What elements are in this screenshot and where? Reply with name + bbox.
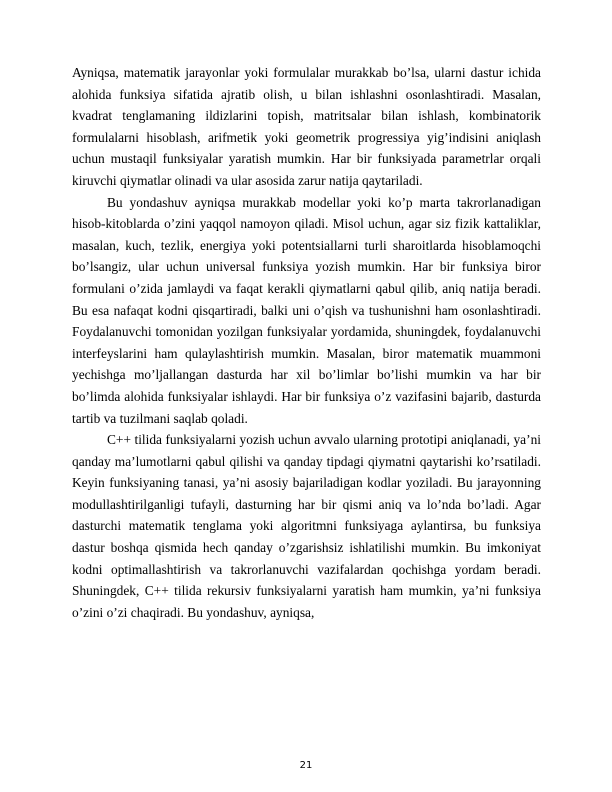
paragraph-2: Bu yondashuv ayniqsa murakkab modellar yoki ko’p marta takrorlanadigan hisob-kitoblarda o’zini yaqqol namoyon qiladi. Misol uchun, agar siz fizik kattaliklar, masalan, kuch, tezlik, energiya yoki potentsiallarni turli sharoitlarda hisoblamoqchi bo’lsangiz, ular uchun universal funksiya yozish mumkin. Har bir funksiya biror formulani o’zida jamlaydi va faqat kerakli qiymatlarni qabul qilib, aniq natija beradi. Bu esa nafaqat kodni qisqartiradi, balki uni o’qish va tushunishni ham osonlashtiradi. Foydalanuvchi tomonidan yozilgan funksiyalar yordamida, shuningdek, foydalanuvchi interfeyslarini ham qulaylashtirish mumkin. Masalan, biror matematik muammoni yechishga mo’ljallangan dasturda har xil bo’limlar bo’lishi mumkin va har bir bo’limda alohida funksiyalar ishlaydi. Har bir funksiya o’z vazifasini bajarib, dasturda tartib va tuzilmani saqlab qoladi.	[72, 194, 541, 426]
page-number: 21	[299, 760, 313, 771]
document-page	[72, 62, 541, 623]
paragraph-1: Ayniqsa, matematik jarayonlar yoki formulalar murakkab bo’lsa, ularni dastur ichida alohida funksiya sifatida ajratib olish, u bilan ishlashni osonlashtiradi. Masalan, kvadrat tenglamaning ildizlarini topish, matritsalar bilan ishlash, kombinatorik formulalarni hisoblash, arifmetik yoki geometrik progressiya yig’indisini aniqlash uchun mustaqil funksiyalar yaratish mumkin. Har bir funksiyada parametrlar orqali kiruvchi qiymatlar olinadi va ular asosida zarur natija qaytariladi.	[72, 65, 541, 188]
paragraph-3: C++ tilida funksiyalarni yozish uchun avvalo ularning prototipi aniqlanadi, ya’ni qanday ma’lumotlarni qabul qilishi va qanday tipdagi qiymatni qaytarishi ko’rsatiladi. Keyin funksiyaning tanasi, ya’ni asosiy bajariladigan kodlar yoziladi. Bu jarayonning modullashtirilganligi tufayli, dasturning har bir qismi aniq va lo’nda bo’ladi. Agar dasturchi matematik tenglama yoki algoritmni funksiyaga aylantirsa, bu funksiya dastur boshqa qismida hech qanday o’zgarishsiz ishlatilishi mumkin. Bu imkoniyat kodni optimallashtirish va takrorlanuvchi vazifalardan qochishga yordam beradi. Shuningdek, C++ tilida rekursiv funksiyalarni yaratish ham mumkin, ya’ni funksiya o’zini o’zi chaqiradi. Bu yondashuv, ayniqsa,	[72, 432, 541, 620]
